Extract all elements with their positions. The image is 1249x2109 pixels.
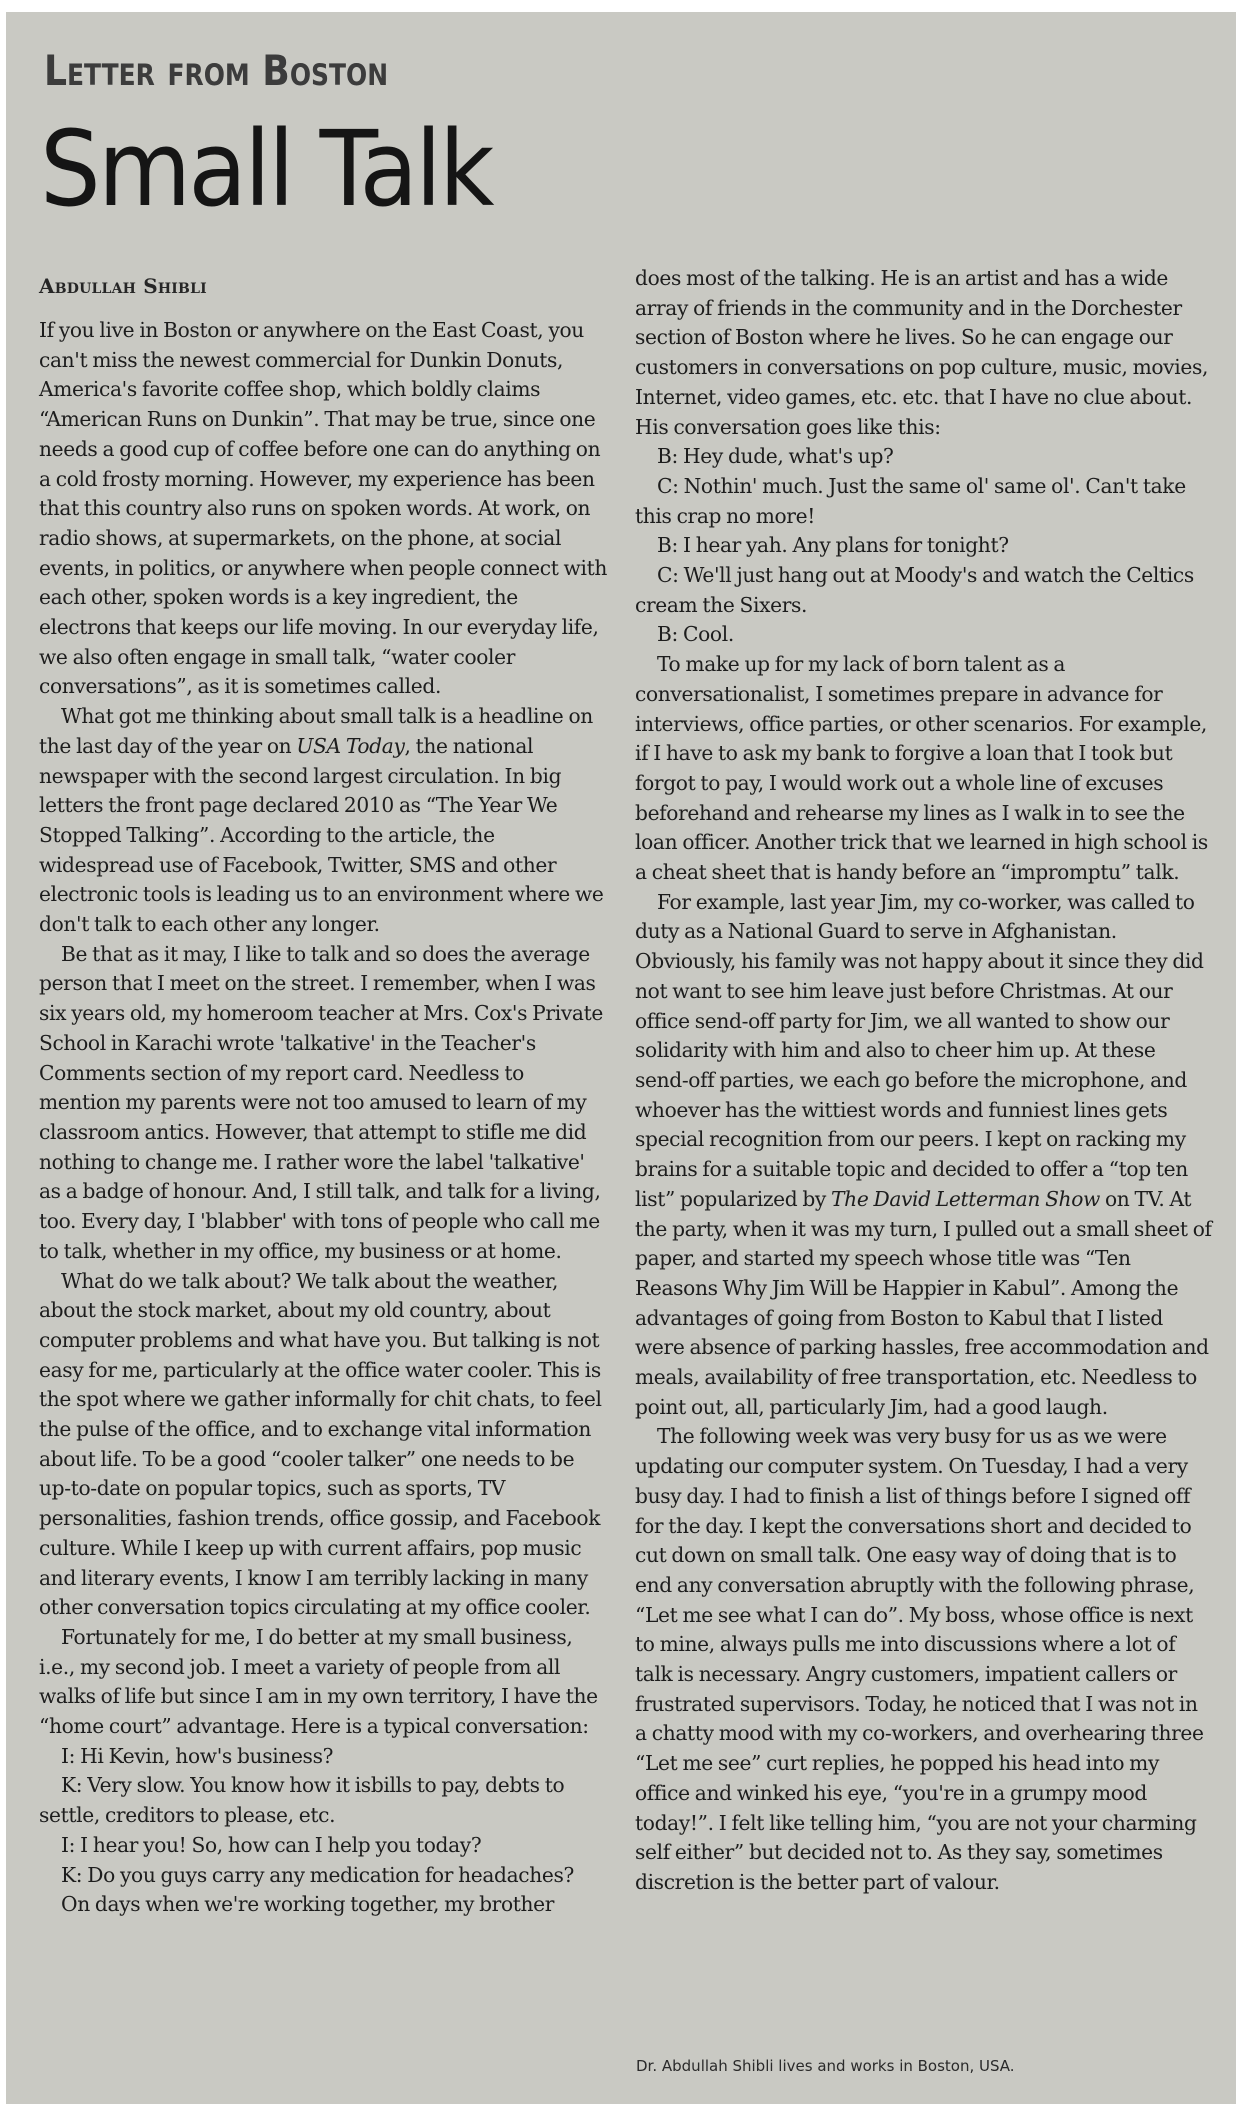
dialogue-line: C: Nothin' much. Just the same ol' same ol'. Can't take this crap no more! (635, 473, 1186, 528)
dialogue-line: K: Very slow. You know how it isbills to pay, debts to settle, creditors to please, etc. (39, 1773, 565, 1828)
dialogue-line: K: Do you guys carry any medication for headaches? (61, 1862, 574, 1887)
author-note: Dr. Abdullah Shibli lives and works in Boston, USA. (636, 2057, 1015, 2075)
dialogue-line: B: I hear yah. Any plans for tonight? (657, 533, 1009, 558)
paragraph: Be that as it may, I like to talk and so does the average person that I meet on the street. I remember, when I was six years old, my homeroom teacher at Mrs. Cox's Private School in Karachi wrote 'talkative' in the Teacher's Comments section of my report card. Needless to mention my parents were not too amused to learn of my classroom antics. However, that attempt to stifle me did nothing to change me. I rather wore the label 'talkative' as a badge of honour. And, I still talk, and talk for a living, too. Every day, I 'blabber' with tons of people who call me to talk, whether in my office, my business or at home. (39, 941, 603, 1263)
left-column (39, 316, 609, 1920)
text-run: What got me thinking about small talk is a headline on the last day of the year on (39, 704, 593, 758)
text-run: , the national newspaper with the second largest circulation. In big letters the front page declared 2010 as “The Year We Stopped Talking”. According to the article, the widespread use of Facebook, Twitter, SMS and other electronic tools is leading us to an environment where we don't talk to each other any longer. (39, 733, 604, 937)
dialogue-line: B: Cool. (657, 622, 734, 647)
paragraph: To make up for my lack of born talent as a conversationalist, I sometimes prepare in advance for interviews, office parties, or other scenarios. For example, if I have to ask my bank to forgive a loan that I took but forgot to pay, I would work out a whole line of excuses beforehand and rehearse my lines as I walk in to see the loan officer. Another trick that we learned in high school is a cheat sheet that is handy before an “impromptu” talk. (635, 652, 1208, 885)
newspaper-page (6, 12, 1236, 2104)
dialogue-line: I: Hi Kevin, how's business? (61, 1743, 334, 1768)
paragraph: The following week was very busy for us as we were updating our computer system. On Tuesday, I had a very busy day. I had to finish a list of things before I signed off for the day. I kept the conversations short and decided to cut down on small talk. One easy way of doing that is to end any conversation abruptly with the following phrase, “Let me see what I can do”. My boss, whose office is next to mine, always pulls me into discussions where a lot of talk is necessary. Angry customers, impatient callers or frustrated supervisors. Today, he noticed that I was not in a chatty mood with my co-workers, and overhearing three “Let me see” curt replies, he popped his head into my office and winked his eye, “you're in a grumpy mood today!”. I felt like telling him, “you are not your charming self either” but decided not to. As they say, sometimes discretion is the better part of valour. (635, 1424, 1204, 1894)
paragraph: On days when we're working together, my brother (61, 1892, 555, 1917)
show-name: The David Letterman Show (831, 1186, 1100, 1211)
headline: Small Talk (40, 108, 492, 230)
publication-name: USA Today (296, 733, 405, 758)
text-run: on TV. At the party, when it was my turn, I pulled out a small sheet of paper, and started my speech whose title was “Ten Reasons Why Jim Will be Happier in Kabul”. Among the advantages of going from Boston to Kabul that I listed were absence of parking hassles, free accommodation and meals, availability of free transportation, etc. Needless to point out, all, particularly Jim, had a good laugh. (635, 1186, 1212, 1419)
paragraph: does most of the talking. He is an artist and has a wide array of friends in the community and in the Dorchester section of Boston where he lives. So he can engage our customers in conversations on pop culture, music, movies, Internet, video games, etc. etc. that I have no clue about. His conversation goes like this: (635, 266, 1209, 439)
dialogue-line: B: Hey dude, what's up? (657, 444, 894, 469)
text-run: For example, last year Jim, my co-worker, was called to duty as a National Guard to serve in Afghanistan. Obviously, his family was not happy about it since they did not want to see him leave just before Christmas. At our office send-off party for Jim, we all wanted to show our solidarity with him and also to cheer him up. At these send-off parties, we each go before the microphone, and whoever has the wittiest words and funniest lines gets special recognition from our peers. I kept on racking my brains for a suitable topic and decided to offer a “top ten list” popularized by (635, 889, 1204, 1211)
paragraph (39, 702, 609, 940)
paragraph: If you live in Boston or anywhere on the East Coast, you can't miss the newest commercial for Dunkin Donuts, America's favorite coffee shop, which boldly claims “American Runs on Dunkin”. That may be true, since one needs a good cup of coffee before one can do anything on a cold frosty morning. However, my experience has been that this country also runs on spoken words. At work, on radio shows, at supermarkets, on the phone, at social events, in politics, or anywhere when people connect with each other, spoken words is a key ingredient, the electrons that keeps our life moving. In our everyday life, we also often engage in small talk, “water cooler conversations”, as it is sometimes called. (39, 318, 608, 699)
dialogue-line: I: I hear you! So, how can I help you today? (61, 1832, 482, 1857)
dialogue-line: C: We'll just hang out at Moody's and watch the Celtics cream the Sixers. (635, 563, 1194, 617)
byline: Abdullah Shibli (39, 274, 207, 298)
paragraph: Fortunately for me, I do better at my small business, i.e., my second job. I meet a variety of people from all walks of life but since I am in my own territory, I have the “home court” advantage. Here is a typical conversation: (39, 1624, 598, 1739)
paragraph: What do we talk about? We talk about the weather, about the stock market, about my old country, about computer problems and what have you. But talking is not easy for me, particularly at the office water cooler. This is the spot where we gather informally for chit chats, to feel the pulse of the office, and to exchange vital information about life. To be a good “cooler talker” one needs to be up-to-date on popular topics, such as sports, TV personalities, fashion trends, office gossip, and Facebook culture. While I keep up with current affairs, pop music and literary events, I know I am terribly lacking in many other conversation topics circulating at my office cooler. (39, 1268, 602, 1620)
paragraph (635, 888, 1213, 1423)
section-kicker: Letter from Boston (44, 46, 389, 95)
right-column (635, 264, 1213, 1898)
